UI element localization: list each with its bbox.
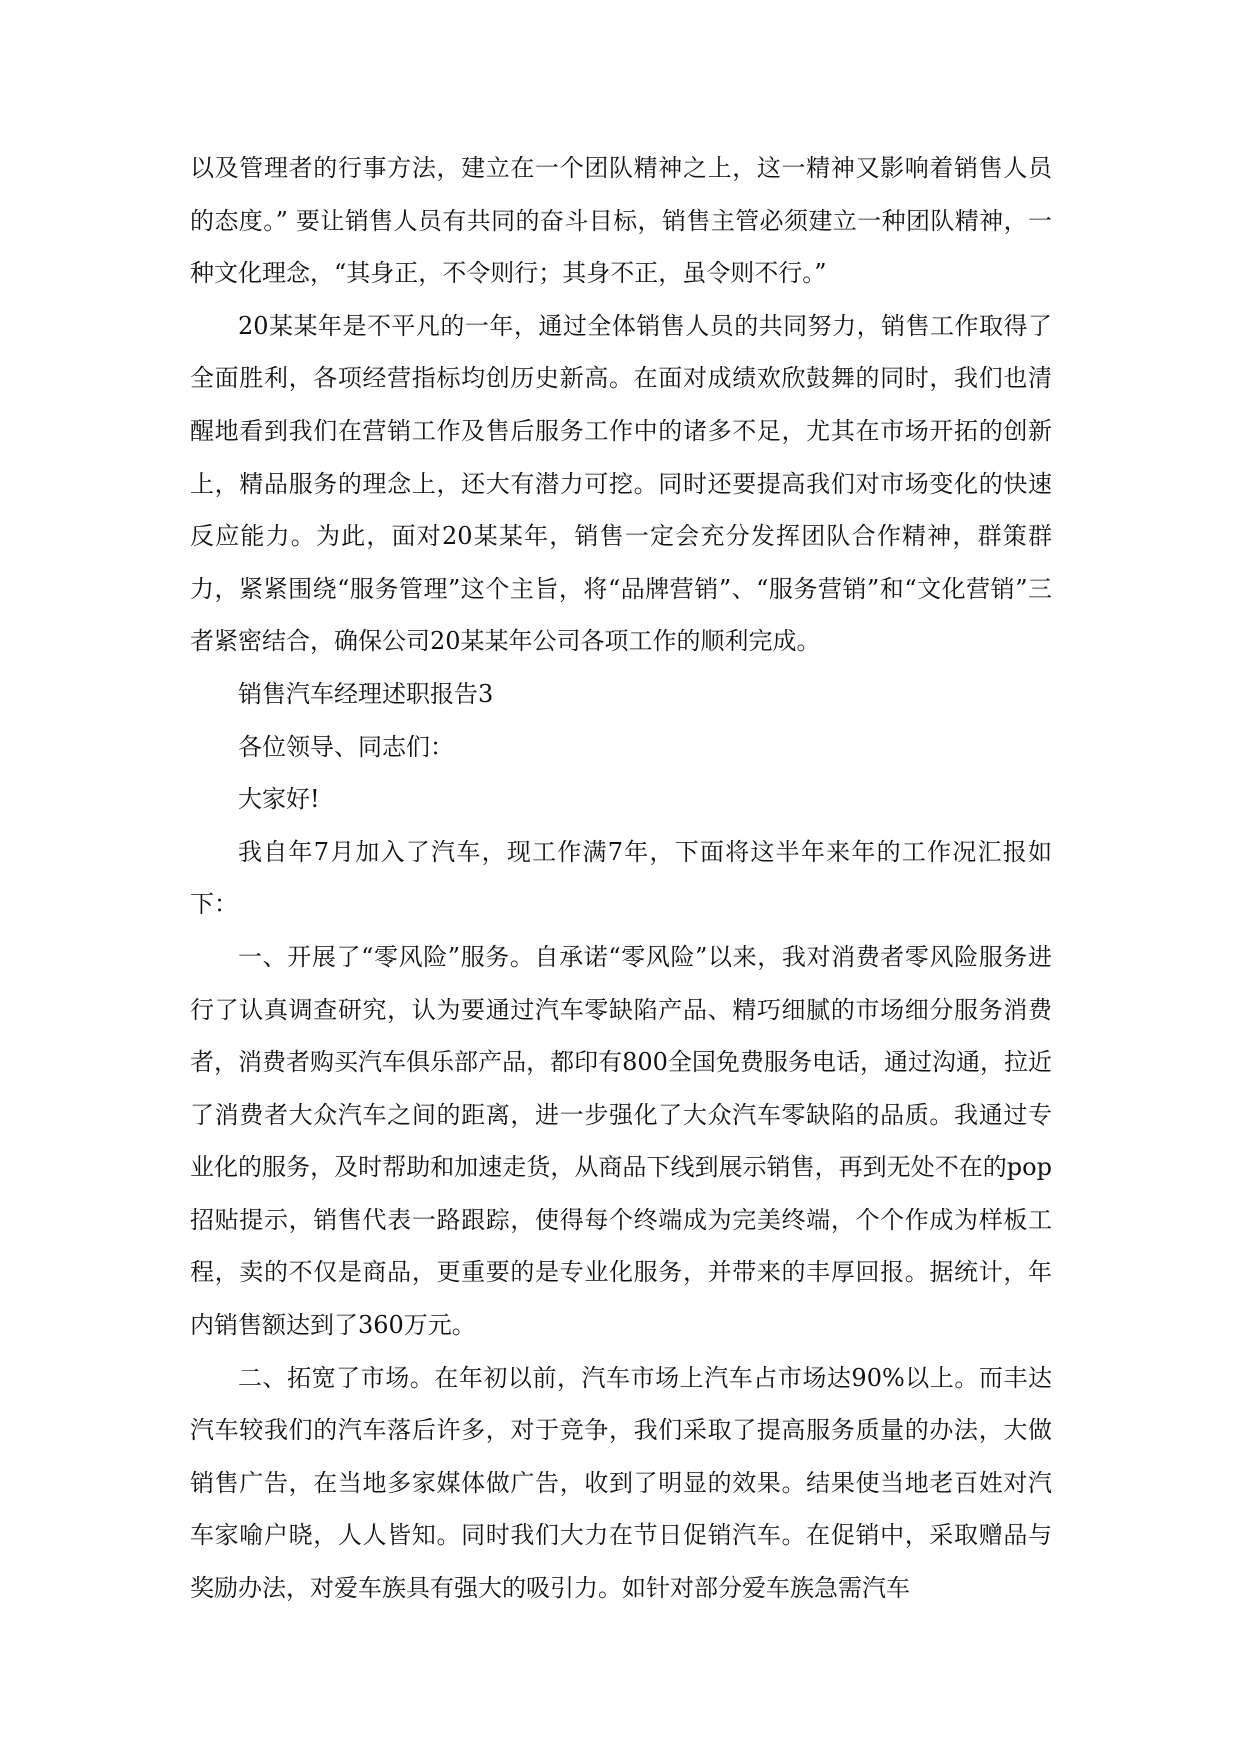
paragraph-intro: 我自年7月加入了汽车，现工作满7年，下面将这半年来年的工作况汇报如下： — [190, 837, 1052, 919]
paragraph-continuation: 以及管理者的行事方法，建立在一个团队精神之上，这一精神又影响着销售人员的态度。” 要让销售人员有共同的奋斗目标，销售主管必须建立一种团队精神，一种文化理念，“其身正，不令则行；其身不正，虽令则不行。” — [190, 154, 1052, 288]
salutation: 各位领导、同志们： — [238, 732, 454, 761]
paragraph-market-expansion: 二、拓宽了市场。在年初以前，汽车市场上汽车占市场达90%以上。而丰达汽车较我们的汽车落后许多，对于竞争，我们采取了提高服务质量的办法，大做销售广告，在当地多家媒体做广告，收到了明显的效果。结果使当地老百姓对汽车家喻户晓，人人皆知。同时我们大力在节日促销汽车。在促销中，采取赠品与奖励办法，对爱车族具有强大的吸引力。如针对部分爱车族急需汽车 — [190, 1363, 1052, 1603]
section-heading: 销售汽车经理述职报告3 — [238, 679, 494, 708]
paragraph-zero-risk-service: 一、开展了“零风险”服务。自承诺“零风险”以来，我对消费者零风险服务进行了认真调查研究，认为要通过汽车零缺陷产品、精巧细腻的市场细分服务消费者，消费者购买汽车俱乐部产品，都印有800全国免费服务电话，通过沟通，拉近了消费者大众汽车之间的距离，进一步强化了大众汽车零缺陷的品质。我通过专业化的服务，及时帮助和加速走货，从商品下线到展示销售，再到无处不在的pop招贴提示，销售代表一路跟踪，使得每个终端成为完美终端，个个作成为样板工程，卖的不仅是商品，更重要的是专业化服务，并带来的丰厚回报。据统计，年内销售额达到了360万元。 — [190, 942, 1052, 1340]
document-body — [190, 142, 1052, 1615]
greeting: 大家好! — [238, 785, 320, 814]
paragraph-year-summary: 20某某年是不平凡的一年，通过全体销售人员的共同努力，销售工作取得了全面胜利，各项经营指标均创历史新高。在面对成绩欢欣鼓舞的同时，我们也清醒地看到我们在营销工作及售后服务工作中的诸多不足，尤其在市场开拓的创新上，精品服务的理念上，还大有潜力可挖。同时还要提高我们对市场变化的快速反应能力。为此，面对20某某年，销售一定会充分发挥团队合作精神，群策群力，紧紧围绕“服务管理”这个主旨，将“品牌营销”、“服务营销”和“文化营销”三者紧密结合，确保公司20某某年公司各项工作的顺利完成。 — [190, 311, 1052, 656]
